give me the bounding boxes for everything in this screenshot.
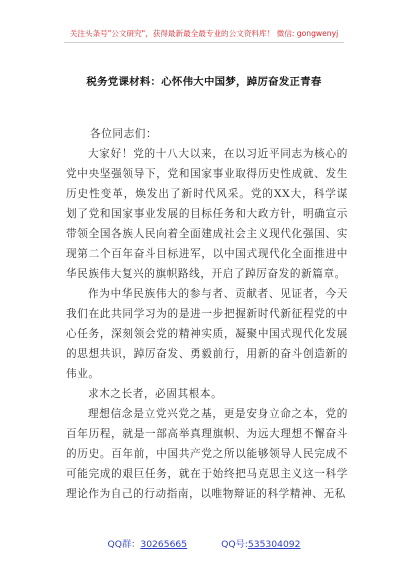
qq-number[interactable]: 535304092: [247, 539, 301, 550]
greeting: 各位同志们：: [90, 128, 158, 140]
document-body: [66, 124, 348, 504]
header-note: 关注头条号"公文研究"，获得最新最全最专业的公文资料库！ 微信: gongwenyj: [69, 29, 339, 38]
qq-group-label: QQ群：: [107, 539, 141, 550]
paragraph-4: 理想信念是立党兴党之基，更是安身立命之本，党的百年历程，就是一部高举真理旗帜、为远大理想不懈奋斗的历史。百年前，中国共产党之所以能够领导人民完成不可能完成的艰巨任务，就在于始终把马克思主义这一科学理论作为自己的行动指南，以唯物辩证的科学精神、无私: [66, 408, 348, 500]
qq-group-number[interactable]: 30265665: [140, 539, 188, 550]
header-divider: [64, 42, 344, 43]
paragraph-1: 大家好！党的十八大以来，在以习近平同志为核心的党中央坚强领导下，党和国家事业取得历史性成就、发生历史性变革，焕发出了新时代风采。党的XX大，科学谋划了党和国家事业发展的目标任务和大政方针，明确宣示带领全国各族人民向着全面建成社会主义现代化强国、实现第二个百年奋斗目标进军，以中国式现代化全面推进中华民族伟大复兴的旗帜路线，开启了踔厉奋发的新篇章。: [66, 148, 348, 280]
qq-number-label: QQ号:: [221, 539, 248, 550]
document-title: 税务党课材料：心怀伟大中国梦，踔厉奋发正青春: [86, 76, 322, 88]
paragraph-2: 作为中华民族伟大的参与者、贡献者、见证者，今天我们在此共同学习为的是进一步把握新时代新征程党的中心任务，深刻领会党的精神实质，凝聚中国式现代化发展的思想共识，踔厉奋发、勇毅前行，用新的奋斗创造新的伟业。: [66, 288, 348, 380]
footer-contacts: [0, 536, 408, 550]
paragraph-3: 求木之长者，必固其根本。: [88, 388, 223, 400]
